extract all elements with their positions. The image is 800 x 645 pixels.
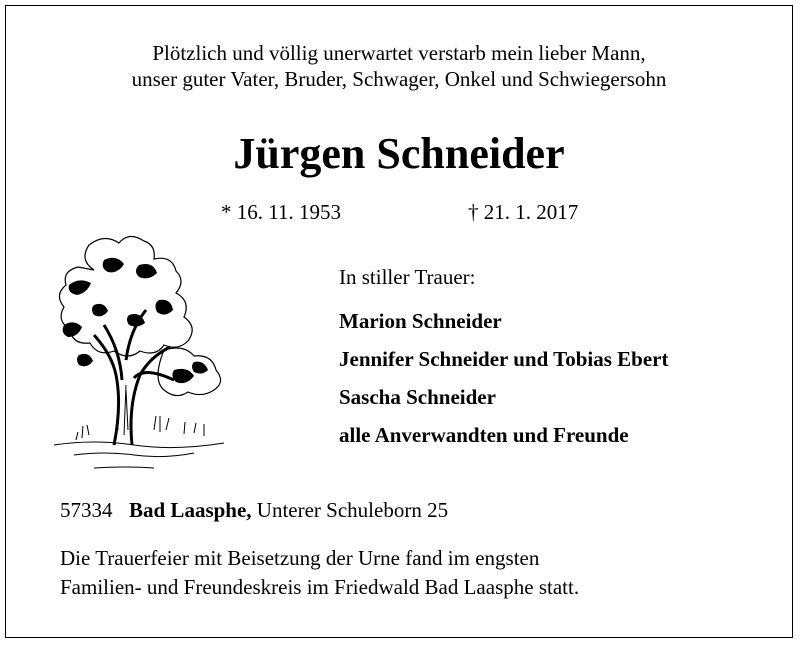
intro-line-2: unser guter Vater, Bruder, Schwager, Onkel und Schwiegersohn — [131, 67, 667, 91]
address-postcode: 57334 — [60, 498, 113, 522]
deceased-name: Jürgen Schneider — [233, 129, 565, 178]
mourner-4: alle Anverwandten und Freunde — [339, 423, 629, 447]
funeral-line-2: Familien- und Freundeskreis im Friedwald Bad Laasphe statt. — [60, 575, 580, 599]
mourner-3: Sascha Schneider — [339, 385, 496, 409]
funeral-line-1: Die Trauerfeier mit Beisetzung der Urne fand im engsten — [60, 546, 540, 570]
death-date: † 21. 1. 2017 — [468, 200, 579, 224]
obituary-notice — [5, 5, 793, 638]
mourner-2: Jennifer Schneider und Tobias Ebert — [339, 347, 669, 371]
mourner-1: Marion Schneider — [339, 309, 502, 333]
intro-line-1: Plötzlich und völlig unerwartet verstarb mein lieber Mann, — [152, 41, 646, 65]
mourning-heading: In stiller Trauer: — [339, 265, 476, 289]
address-city: Bad Laasphe, — [129, 498, 252, 522]
address — [60, 498, 448, 523]
birth-date: * 16. 11. 1953 — [221, 200, 341, 224]
address-street: Unterer Schuleborn 25 — [256, 498, 449, 522]
tree-illustration — [34, 230, 234, 480]
